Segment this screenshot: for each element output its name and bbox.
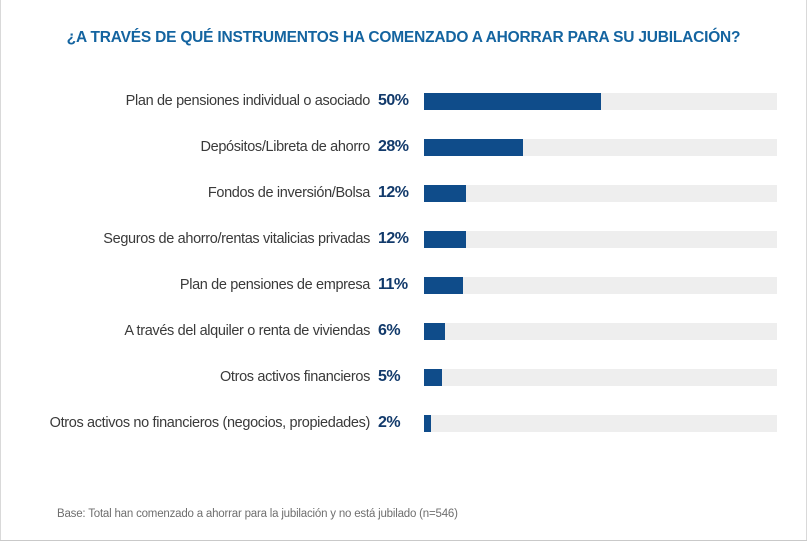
bar-track xyxy=(424,415,777,432)
chart-row xyxy=(0,262,807,308)
bar-track xyxy=(424,323,777,340)
chart-title: ¿A TRAVÉS DE QUÉ INSTRUMENTOS HA COMENZADO A AHORRAR PARA SU JUBILACIÓN? xyxy=(66,29,741,46)
category-label: Depósitos/Libreta de ahorro xyxy=(200,138,370,155)
bar-track xyxy=(424,93,777,110)
chart-row xyxy=(0,124,807,170)
chart-row xyxy=(0,216,807,262)
value-label: 2% xyxy=(378,414,401,431)
chart-row xyxy=(0,354,807,400)
bar-chart-plot-area xyxy=(0,78,807,468)
bar-track xyxy=(424,369,777,386)
category-label: Fondos de inversión/Bolsa xyxy=(207,184,370,201)
category-label: Plan de pensiones de empresa xyxy=(179,276,370,293)
bar xyxy=(424,93,601,110)
category-label: A través del alquiler o renta de viviendas xyxy=(124,322,370,339)
value-label: 28% xyxy=(378,138,409,155)
bar xyxy=(424,277,463,294)
bar-track xyxy=(424,185,777,202)
bar-track xyxy=(424,231,777,248)
value-label: 5% xyxy=(378,368,401,385)
category-label: Otros activos financieros xyxy=(219,368,370,385)
category-label: Otros activos no financieros (negocios, propiedades) xyxy=(49,414,370,431)
bar xyxy=(424,185,466,202)
value-label: 6% xyxy=(378,322,401,339)
chart-row xyxy=(0,308,807,354)
bar-track xyxy=(424,277,777,294)
bar xyxy=(424,369,442,386)
value-label: 12% xyxy=(378,184,409,201)
chart-row xyxy=(0,400,807,446)
category-label: Seguros de ahorro/rentas vitalicias privadas xyxy=(103,230,370,247)
bar xyxy=(424,139,523,156)
category-label: Plan de pensiones individual o asociado xyxy=(125,92,370,109)
value-label: 12% xyxy=(378,230,409,247)
chart-footnote: Base: Total han comenzado a ahorrar para la jubilación y no está jubilado (n=546) xyxy=(57,508,458,520)
chart-row xyxy=(0,78,807,124)
value-label: 50% xyxy=(378,92,409,109)
bar xyxy=(424,415,431,432)
bar xyxy=(424,231,466,248)
bar xyxy=(424,323,445,340)
bar-track xyxy=(424,139,777,156)
value-label: 11% xyxy=(378,276,408,293)
chart-row xyxy=(0,170,807,216)
